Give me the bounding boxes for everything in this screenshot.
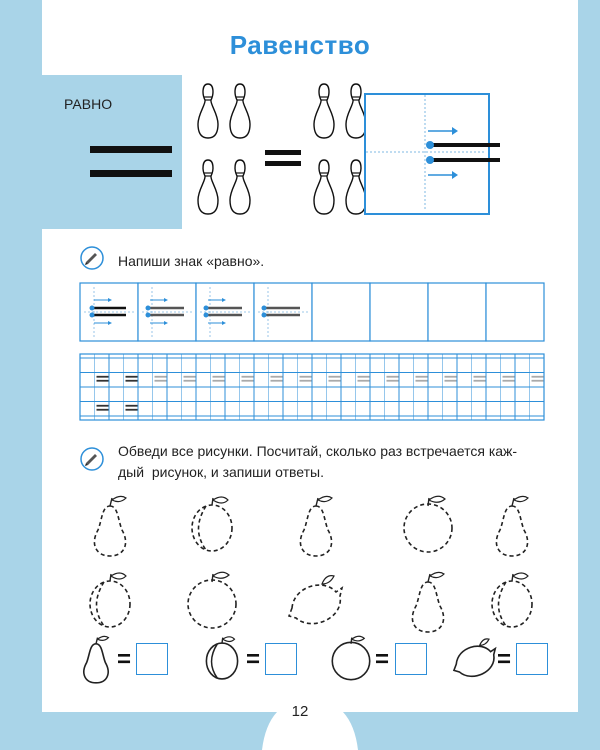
task1-instruction: Напиши знак «равно». [118, 253, 265, 269]
equals-sign: = [245, 646, 261, 673]
equals-sign: = [496, 646, 512, 673]
page-title: Равенство [229, 30, 371, 60]
equals-label: РАВНО [64, 96, 113, 112]
equals-sign: = [116, 646, 132, 673]
page-number: 12 [291, 703, 309, 720]
equals-sign: = [374, 646, 390, 673]
task2-instruction-line2: дый рисунок, и запиши ответы. [118, 464, 324, 480]
task2-instruction-line1: Обведи все рисунки. Посчитай, сколько раз встречается каж- [118, 443, 518, 459]
